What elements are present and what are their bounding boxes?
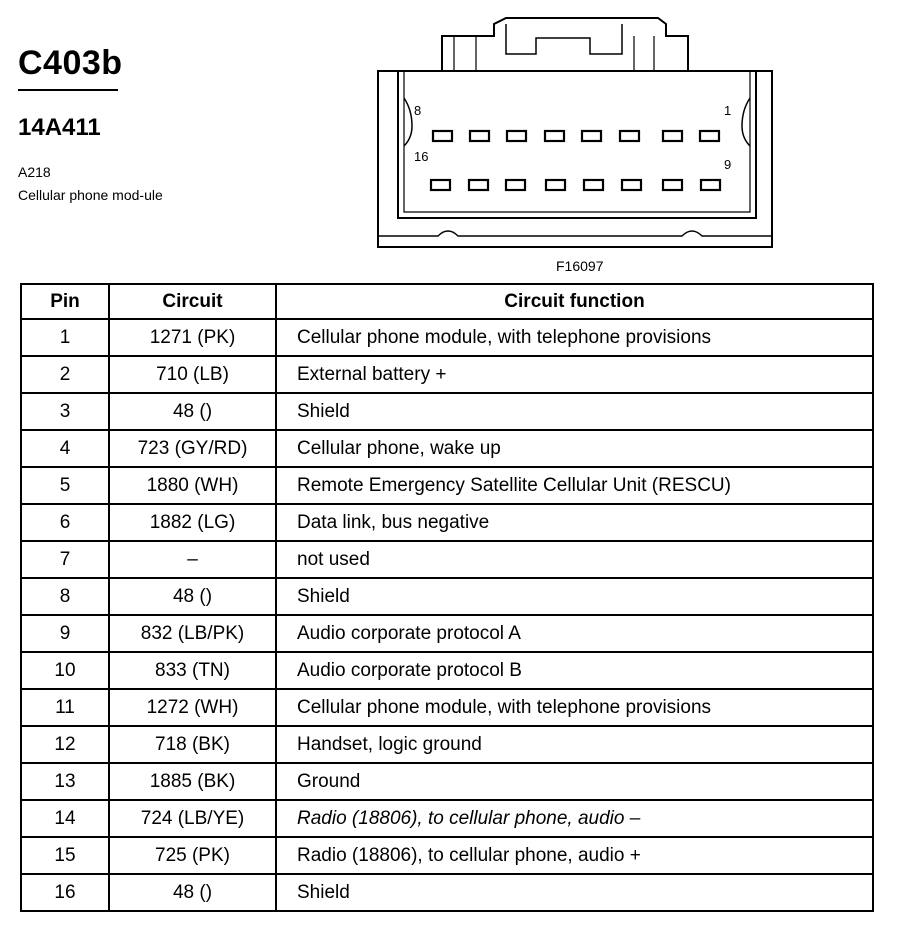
pin-cell: 11 <box>21 689 109 726</box>
circuit-function-cell: Shield <box>276 393 873 430</box>
pin-cell: 8 <box>21 578 109 615</box>
pin-cavity <box>622 180 641 190</box>
pin-cavity <box>545 131 564 141</box>
pin-cell: 10 <box>21 652 109 689</box>
table-row <box>21 763 873 800</box>
circuit-function-cell: Cellular phone module, with telephone provisions <box>276 319 873 356</box>
circuit-cell: 724 (LB/YE) <box>109 800 276 837</box>
pin-cell: 12 <box>21 726 109 763</box>
circuit-cell: 833 (TN) <box>109 652 276 689</box>
pin-cavity <box>582 131 601 141</box>
circuit-cell: 718 (BK) <box>109 726 276 763</box>
circuit-function-cell: Audio corporate protocol A <box>276 615 873 652</box>
table-row <box>21 541 873 578</box>
pin-cavity <box>700 131 719 141</box>
pin-cavity <box>663 180 682 190</box>
circuit-function-cell: Cellular phone module, with telephone provisions <box>276 689 873 726</box>
circuit-cell: 1272 (WH) <box>109 689 276 726</box>
table-row <box>21 393 873 430</box>
table-row <box>21 800 873 837</box>
table-row <box>21 356 873 393</box>
circuit-function-cell: Cellular phone, wake up <box>276 430 873 467</box>
table-row <box>21 615 873 652</box>
pin-cavity <box>620 131 639 141</box>
pin-label-bottom-right: 9 <box>724 157 732 172</box>
component-code: A218 <box>18 164 51 180</box>
connector-latch <box>442 18 688 71</box>
circuit-cell: 832 (LB/PK) <box>109 615 276 652</box>
pinout-table-body <box>21 319 873 911</box>
pin-cell: 1 <box>21 319 109 356</box>
pin-cell: 14 <box>21 800 109 837</box>
circuit-function-cell: Ground <box>276 763 873 800</box>
circuit-function-cell: Radio (18806), to cellular phone, audio – <box>276 800 873 837</box>
circuit-cell: 48 () <box>109 393 276 430</box>
circuit-cell: 710 (LB) <box>109 356 276 393</box>
pin-cavity <box>431 180 450 190</box>
header-pin: Pin <box>21 284 109 319</box>
figure-id: F16097 <box>556 258 604 274</box>
pin-cell: 7 <box>21 541 109 578</box>
pin-cell: 16 <box>21 874 109 911</box>
pin-label-top-left: 8 <box>414 103 422 118</box>
table-header-row <box>21 284 873 319</box>
circuit-cell: 1885 (BK) <box>109 763 276 800</box>
connector-face-diagram <box>376 14 774 252</box>
circuit-function-cell: not used <box>276 541 873 578</box>
pin-cell: 3 <box>21 393 109 430</box>
pin-cell: 13 <box>21 763 109 800</box>
table-row <box>21 689 873 726</box>
pin-cavity <box>663 131 682 141</box>
header-circuit: Circuit <box>109 284 276 319</box>
circuit-cell: – <box>109 541 276 578</box>
connector-id: C403b <box>18 44 123 82</box>
connector-id-underline <box>18 89 118 91</box>
pin-cavities <box>431 131 720 190</box>
pin-cavity <box>469 180 488 190</box>
pin-label-top-right: 1 <box>724 103 732 118</box>
pin-cell: 4 <box>21 430 109 467</box>
table-row <box>21 430 873 467</box>
pin-cavity <box>507 131 526 141</box>
connector-body <box>378 71 772 247</box>
table-row <box>21 652 873 689</box>
pin-cavity <box>701 180 720 190</box>
circuit-cell: 48 () <box>109 578 276 615</box>
pin-cavity <box>470 131 489 141</box>
pin-cell: 9 <box>21 615 109 652</box>
table-row <box>21 504 873 541</box>
pin-label-bottom-left: 16 <box>414 149 429 164</box>
circuit-cell: 723 (GY/RD) <box>109 430 276 467</box>
circuit-cell: 1882 (LG) <box>109 504 276 541</box>
circuit-function-cell: Handset, logic ground <box>276 726 873 763</box>
pin-cell: 5 <box>21 467 109 504</box>
pin-cell: 15 <box>21 837 109 874</box>
circuit-function-cell: Shield <box>276 874 873 911</box>
circuit-function-cell: Audio corporate protocol B <box>276 652 873 689</box>
circuit-function-cell: Data link, bus negative <box>276 504 873 541</box>
circuit-cell: 1271 (PK) <box>109 319 276 356</box>
pin-cavity <box>433 131 452 141</box>
pin-cavity <box>584 180 603 190</box>
table-row <box>21 467 873 504</box>
circuit-cell: 725 (PK) <box>109 837 276 874</box>
circuit-function-cell: External battery + <box>276 356 873 393</box>
table-row <box>21 837 873 874</box>
part-number: 14A411 <box>18 114 101 141</box>
table-row <box>21 874 873 911</box>
component-name: Cellular phone mod-ule <box>18 187 163 203</box>
header-circuit-function: Circuit function <box>276 284 873 319</box>
pin-cavity <box>546 180 565 190</box>
pinout-table <box>20 283 874 912</box>
circuit-function-cell: Radio (18806), to cellular phone, audio + <box>276 837 873 874</box>
pin-cavity <box>506 180 525 190</box>
circuit-function-cell: Remote Emergency Satellite Cellular Unit (RESCU) <box>276 467 873 504</box>
table-row <box>21 319 873 356</box>
circuit-cell: 48 () <box>109 874 276 911</box>
circuit-cell: 1880 (WH) <box>109 467 276 504</box>
circuit-function-cell: Shield <box>276 578 873 615</box>
pin-cell: 6 <box>21 504 109 541</box>
table-row <box>21 726 873 763</box>
table-row <box>21 578 873 615</box>
pin-cell: 2 <box>21 356 109 393</box>
